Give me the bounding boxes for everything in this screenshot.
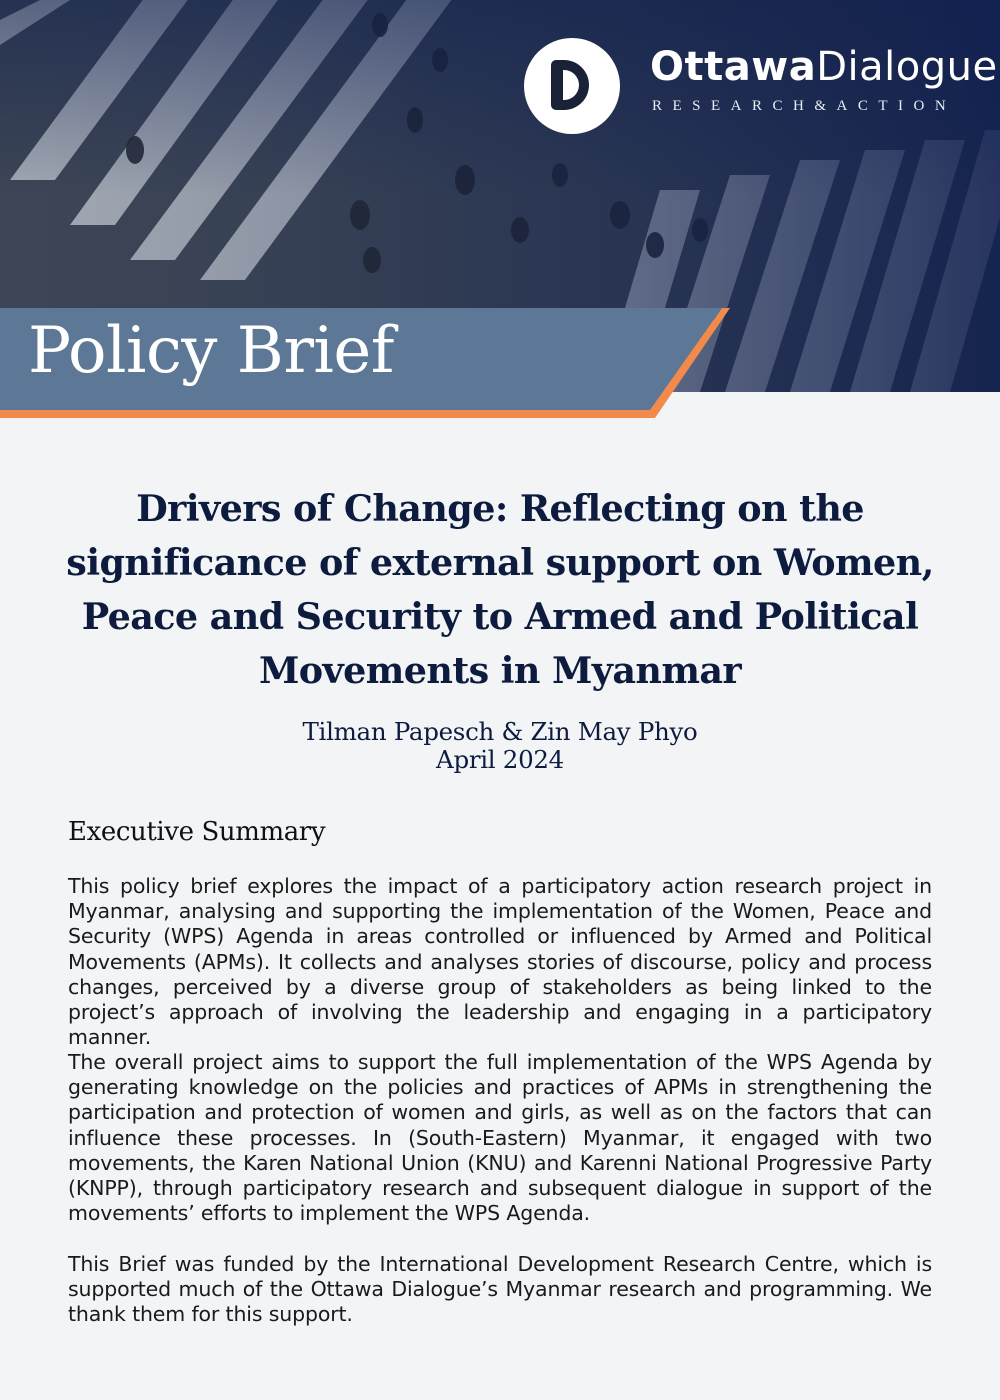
- d-letter-logo-icon: [524, 38, 620, 134]
- summary-paragraph-3: This Brief was funded by the International Development Research Centre, which is supported much of the Ottawa Dialogue’s Myanmar research and programming. We thank them for this support.: [68, 1252, 932, 1327]
- summary-paragraph-2: The overall project aims to support the full implementation of the WPS Agenda by generating knowledge on the policies and practices of APMs in strengthening the participation and protection of women and girls, as well as on the factors that can influence these processes. In (South-Eastern) Myanmar, it engaged with two movements, the Karen National Union (KNU) and Karenni National Progressive Party (KNPP), through participatory research and subsequent dialogue in support of the movements’ efforts to implement the WPS Agenda.: [68, 1050, 932, 1226]
- brand-tagline: RESEARCH&ACTION: [652, 98, 957, 114]
- document-title: Drivers of Change: Reflecting on the significance of external support on Women, Peace and Security to Armed and Political Movements in Myanmar: [66, 487, 934, 692]
- document-authors: Tilman Papesch & Zin May Phyo: [302, 717, 698, 746]
- executive-summary-heading: Executive Summary: [68, 817, 326, 847]
- policy-brief-label: Policy Brief: [28, 314, 394, 388]
- document-date: April 2024: [436, 745, 564, 774]
- ottawa-dialogue-logo: [524, 38, 998, 134]
- brand-name-regular: Dialogue: [816, 44, 998, 90]
- brand-name: [650, 44, 998, 90]
- summary-paragraph-1: This policy brief explores the impact of a participatory action research project in Myanmar, analysing and supporting the implementation of the Women, Peace and Security (WPS) Agenda in areas controlled or influenced by Armed and Political Movements (APMs). It collects and analyses stories of discourse, policy and process changes, perceived by a diverse group of stakeholders as being linked to the project’s approach of involving the leadership and engaging in a participatory manner.: [68, 874, 932, 1050]
- brand-name-bold: Ottawa: [650, 44, 817, 90]
